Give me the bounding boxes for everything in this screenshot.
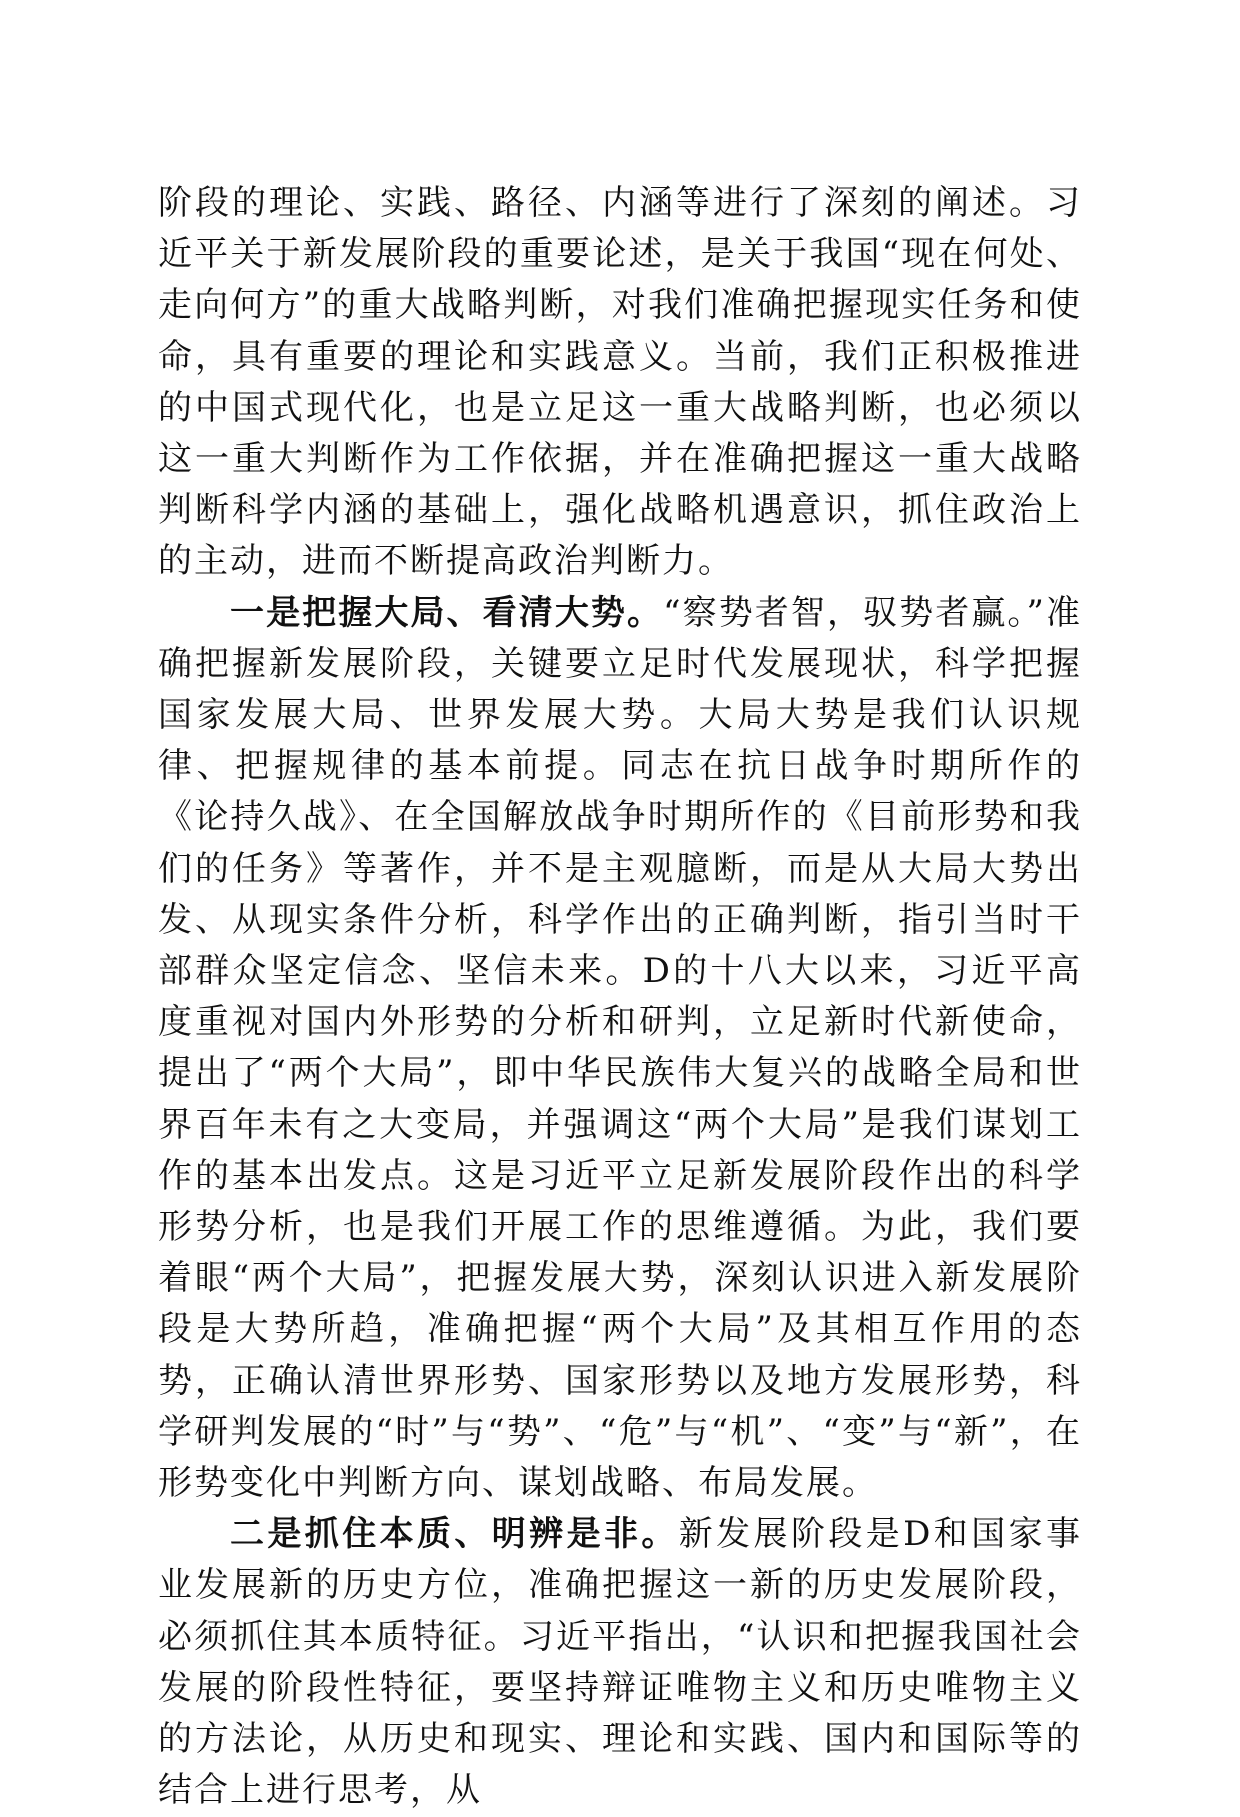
paragraph-1 <box>158 178 1082 588</box>
paragraph-2-lead: 一是把握大局、看清大势。 <box>230 592 664 633</box>
paragraph-1-text: 阶段的理论、实践、路径、内涵等进行了深刻的阐述。习近平关于新发展阶段的重要论述，是关于我国“现在何处、走向何方”的重大战略判断，对我们准确把握现实任务和使命，具有重要的理论和实践意义。当前，我们正积极推进的中国式现代化，也是立足这一重大战略判断，也必须以这一重大判断作为工作依据，并在准确把握这一重大战略判断科学内涵的基础上，强化战略机遇意识，抓住政治上的主动，进而不断提高政治判断力。 <box>158 183 1082 582</box>
body-text <box>158 178 1082 1817</box>
paragraph-3-lead: 二是抓住本质、明辨是非。 <box>230 1514 679 1555</box>
paragraph-2 <box>158 588 1082 1510</box>
paragraph-3 <box>158 1509 1082 1816</box>
paragraph-2-text: “察势者智，驭势者赢。”准确把握新发展阶段，关键要立足时代发展现状，科学把握国家发展大局、世界发展大势。大局大势是我们认识规律、把握规律的基本前提。同志在抗日战争时期所作的《论持久战》、在全国解放战争时期所作的《目前形势和我们的任务》等著作，并不是主观臆断，而是从大局大势出发、从现实条件分析，科学作出的正确判断，指引当时干部群众坚定信念、坚信未来。D的十八大以来，习近平高度重视对国内外形势的分析和研判，立足新时代新使命，提出了“两个大局”，即中华民族伟大复兴的战略全局和世界百年未有之大变局，并强调这“两个大局”是我们谋划工作的基本出发点。这是习近平立足新发展阶段作出的科学形势分析，也是我们开展工作的思维遵循。为此，我们要着眼“两个大局”，把握发展大势，深刻认识进入新发展阶段是大势所趋，准确把握“两个大局”及其相互作用的态势，正确认清世界形势、国家形势以及地方发展形势，科学研判发展的“时”与“势”、“危”与“机”、“变”与“新”，在形势变化中判断方向、谋划战略、布局发展。 <box>158 592 1083 1504</box>
paragraph-3-text: 新发展阶段是D和国家事业发展新的历史方位，准确把握这一新的历史发展阶段，必须抓住其本质特征。习近平指出，“认识和把握我国社会发展的阶段性特征，要坚持辩证唯物主义和历史唯物主义的方法论，从历史和现实、理论和实践、国内和国际等的结合上进行思考，从 <box>158 1514 1082 1811</box>
